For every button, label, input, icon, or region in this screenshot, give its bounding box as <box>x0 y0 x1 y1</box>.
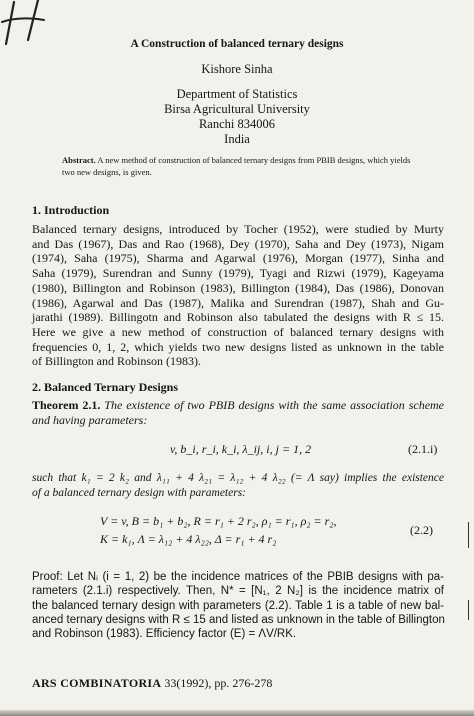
theorem-text-1: The existence of two PBIB designs with the same association scheme <box>104 398 445 412</box>
proof-line: and Robinson (1983). Efficiency factor (E) = ΛV/RK. <box>32 628 297 641</box>
theorem-label: Theorem 2.1. <box>32 398 101 412</box>
intro-paragraph-2 <box>32 325 444 369</box>
proof-line: Proof: Let Nᵢ (i = 1, 2) be the incidence matrices of the PBIB designs with pa- <box>32 571 444 583</box>
abstract-label: Abstract. <box>62 155 96 165</box>
intro-line: frequencies 0, 1, 2, which yields two new designs listed as unknown in the table <box>32 339 444 354</box>
theorem-block <box>32 398 444 427</box>
proof-line: rameters (2.1.i) respectively. Then, N* = [N₁, 2 N₂] is the incidence matrix of <box>32 585 444 598</box>
intro-line: (1980), Billington and Robinson (1983), Billington (1984), Das (1986), Donovan <box>32 280 444 295</box>
intro-paragraph-1 <box>32 222 444 325</box>
equation-2-2-line-2: K = k₁, Λ = λ₁₂ + 4 λ₂₂, Δ = r₁ + 4 r₂ <box>100 532 277 546</box>
intro-line: jarathi (1989). Billingotn and Robinson also tabulated the designs with R ≤ 15. <box>32 310 444 325</box>
equation-2-2-label: (2.2) <box>410 523 433 537</box>
journal-citation: 33(1992), pp. 276-278 <box>164 676 273 690</box>
equation-2-1-i-label: (2.1.i) <box>408 442 438 456</box>
theorem-text-2: and having parameters: <box>32 412 148 427</box>
author-name: Kishore Sinha <box>201 62 273 76</box>
condition-block <box>32 471 444 500</box>
intro-line: Saha (1979), Surendran and Sunny (1979), Tyagi and Rizwi (1979), Kageyama <box>32 266 444 281</box>
author-city: Ranchi 834006 <box>198 117 276 131</box>
proof-paragraph <box>32 570 444 641</box>
margin-mark <box>468 600 469 620</box>
author-department: Department of Statistics <box>176 87 298 101</box>
journal-name: ARS COMBINATORIA <box>32 676 162 690</box>
intro-line: (1986), Agarwal and Das (1987), Malika and Surendran (1987), Shah and Gu- <box>32 295 444 310</box>
intro-line: Balanced ternary designs, introduced by Tocher (1952), were studied by Murty <box>32 222 444 236</box>
condition-line-2: of a balanced ternary design with parameters: <box>32 486 247 499</box>
proof-line: anced ternary designs with R ≤ 15 and listed as unknown in the table of Billington <box>32 613 445 626</box>
section-2-heading: 2. Balanced Ternary Designs <box>32 380 179 394</box>
author-block <box>0 62 474 147</box>
proof-line: the balanced ternary design with parameters (2.2). Table 1 is a table of new bal- <box>32 599 444 612</box>
abstract-text: A new method of construction of balanced ternary designs from PBIB designs, which yields two new designs, is given. <box>62 155 411 177</box>
handwritten-mark-icon <box>0 0 60 60</box>
equation-2-2-line-1: V = v, B = b₁ + b₂, R = r₁ + 2 r₂, ρ₁ = r₁, ρ₂ = r₂, <box>100 514 337 528</box>
author-university: Birsa Agricultural University <box>164 102 310 116</box>
paper-title: A Construction of balanced ternary designs <box>130 38 344 50</box>
section-1-heading: 1. Introduction <box>32 203 110 217</box>
margin-mark <box>468 522 469 548</box>
equation-2-1-i: v, b_i, r_i, k_i, λ_ij, i, j = 1, 2 <box>170 442 312 456</box>
condition-line-1: such that k₁ = 2 k₂ and λ₁₁ + 4 λ₂₁ = λ₁₂ + 4 λ₂₂ (= Λ say) implies the existence <box>32 472 444 484</box>
page-bottom-edge <box>0 710 474 716</box>
intro-line: of Billington and Robinson (1983). <box>32 354 201 369</box>
theorem-line-1 <box>32 398 444 413</box>
abstract <box>62 154 412 178</box>
intro-line: (1974), Saha (1975), Sharma and Agarwal (1976), Morgan (1977), Sinha and <box>32 251 444 266</box>
intro-line: Here we give a new method of construction of balanced ternary designs with <box>32 325 444 339</box>
intro-line: and Das (1967), Das and Rao (1968), Dey (1970), Saha and Dey (1973), Nigam <box>32 236 444 251</box>
author-country: India <box>224 132 250 146</box>
journal-footer <box>32 676 272 691</box>
